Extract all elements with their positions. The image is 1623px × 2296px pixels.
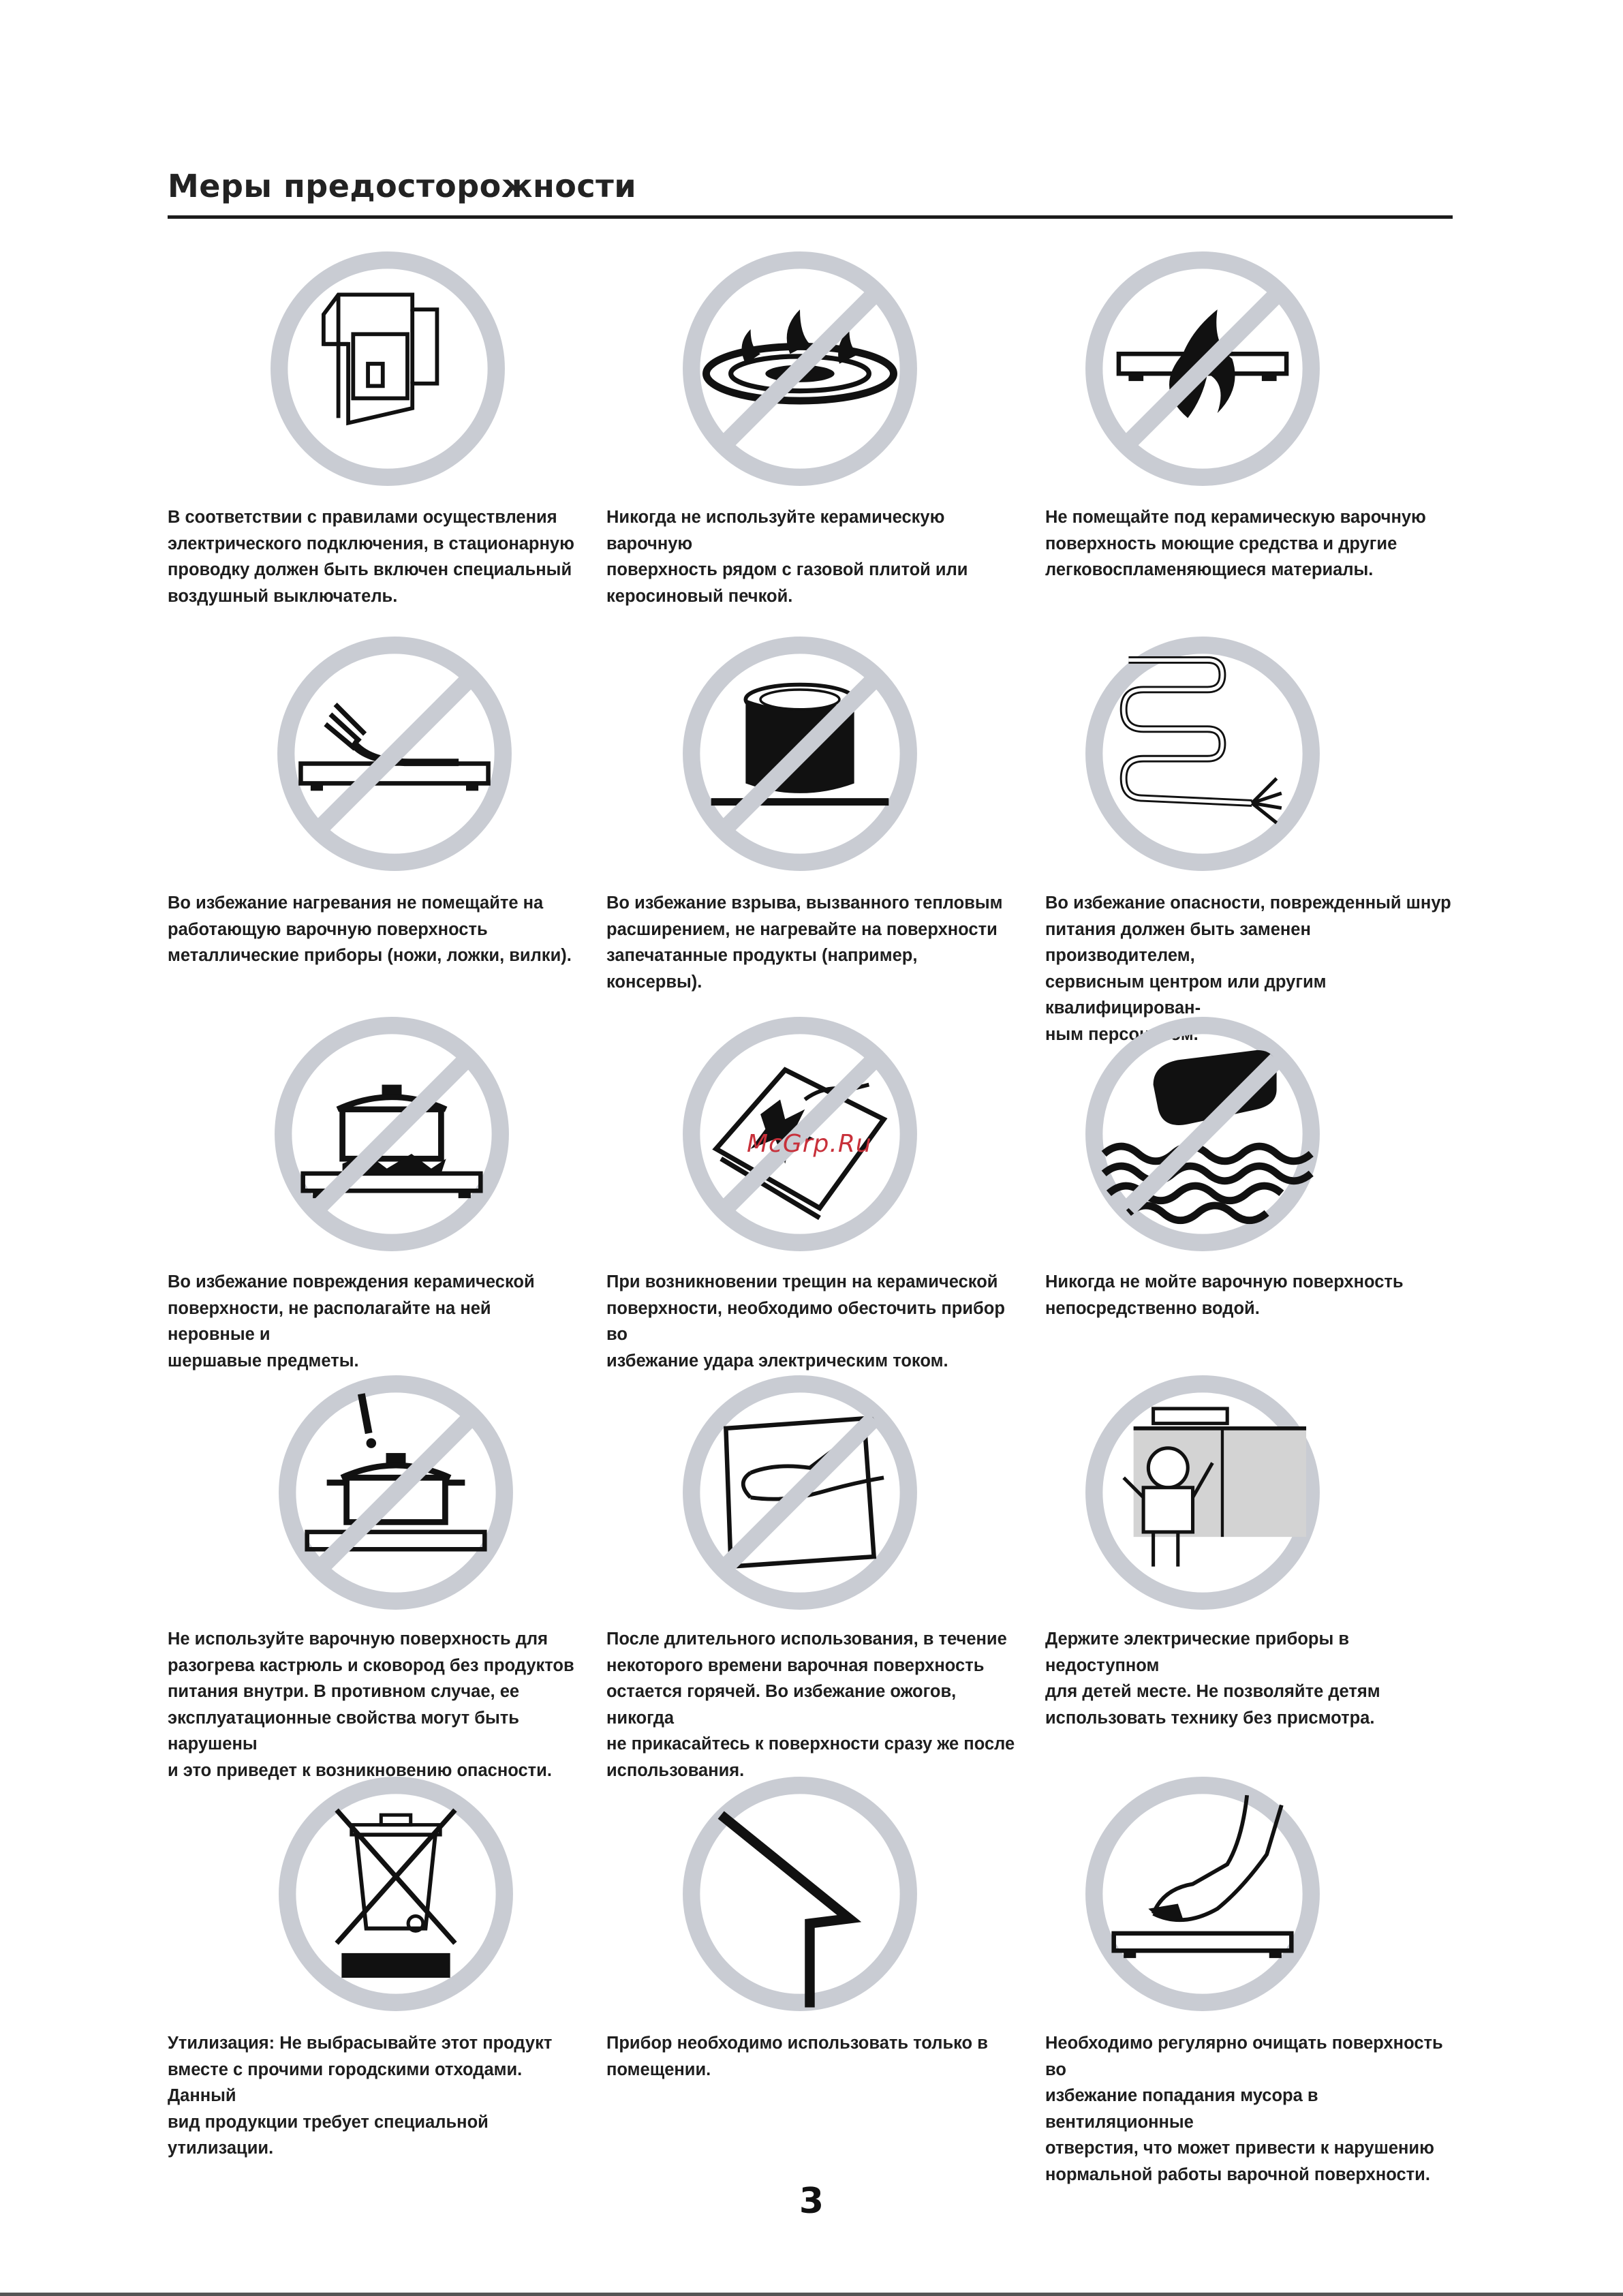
caption-3: Не помещайте под керамическую варочную поверхность моющие средства и другие легковоспламеняющиеся материалы. <box>1045 508 1426 579</box>
sealed-can-icon <box>677 630 923 877</box>
page-title: Меры предосторожности <box>168 168 637 204</box>
caption-7: Во избежание повреждения керамической поверхности, не располагайте на ней неровные и шершавые предметы. <box>168 1272 535 1371</box>
gas-burner-icon <box>677 245 923 492</box>
caption-15: Необходимо регулярно очищать поверхность во избежание попадания мусора в вентиляционные отверстия, что может привести к нарушению нормальной работы варочной поверхности. <box>1045 2034 1443 2184</box>
caption-14: Прибор необходимо использовать только в помещении. <box>606 2034 988 2079</box>
title-divider <box>168 215 1453 219</box>
caption-10: Не используйте варочную поверхность для разогрева кастрюль и сковород без продуктов питания внутри. В противном случае, ее эксплуатационные свойства могут быть нарушены и это приведет к возникновению опасности. <box>168 1629 574 1780</box>
cutlery-on-hob-icon <box>271 630 518 877</box>
indoor-house-icon <box>677 1771 923 2017</box>
caption-9: Никогда не мойте варочную поверхность непосредственно водой. <box>1045 1272 1404 1318</box>
empty-pot-icon <box>273 1369 519 1616</box>
bottom-divider <box>0 2293 1623 2296</box>
caption-8: При возникновении трещин на керамической поверхности, необходимо обесточить прибор во избежание удара электрическим током. <box>606 1272 1005 1371</box>
caption-11: После длительного использования, в течение некоторого времени варочная поверхность остается горячей. Во избежание ожогов, никогда не прикасайтесь к поверхности сразу же после использования. <box>606 1629 1015 1780</box>
hot-surface-hand-icon <box>677 1369 923 1616</box>
uneven-pot-icon <box>268 1011 515 1257</box>
circuit-breaker-icon <box>264 245 511 492</box>
power-cord-icon <box>1079 630 1326 877</box>
crossed-bin-icon <box>273 1771 519 2017</box>
caption-5: Во избежание взрыва, вызванного тепловым расширением, не нагревайте на поверхности запечатанные продукты (например, консервы). <box>606 893 1003 992</box>
water-wash-icon <box>1079 1011 1326 1257</box>
flammable-under-hob-icon <box>1079 245 1326 492</box>
page-number: 3 <box>799 2181 824 2222</box>
cleaning-hand-icon <box>1079 1771 1326 2017</box>
caption-12: Держите электрические приборы в недоступном для детей месте. Не позволяйте детям использовать технику без присмотра. <box>1045 1629 1380 1728</box>
caption-2: Никогда не используйте керамическую варочную поверхность рядом с газовой плитой или керосиновый печкой. <box>606 508 968 606</box>
caption-6: Во избежание опасности, поврежденный шнур питания должен быть заменен производителем, сервисным центром или другим квалифицирован- ным персоналом. <box>1045 893 1451 1044</box>
caption-13: Утилизация: Не выбрасывайте этот продукт вместе с прочими городскими отходами. Данный вид продукции требует специальной утилизации. <box>168 2034 553 2158</box>
child-near-hob-icon <box>1079 1369 1326 1616</box>
watermark: McGrp.Ru <box>747 1130 872 1158</box>
caption-4: Во избежание нагревания не помещайте на работающую варочную поверхность металлические приборы (ножи, ложки, вилки). <box>168 893 572 965</box>
caption-1: В соответствии с правилами осуществления электрического подключения, в стационарную проводку должен быть включен специальный воздушный выключатель. <box>168 508 574 606</box>
